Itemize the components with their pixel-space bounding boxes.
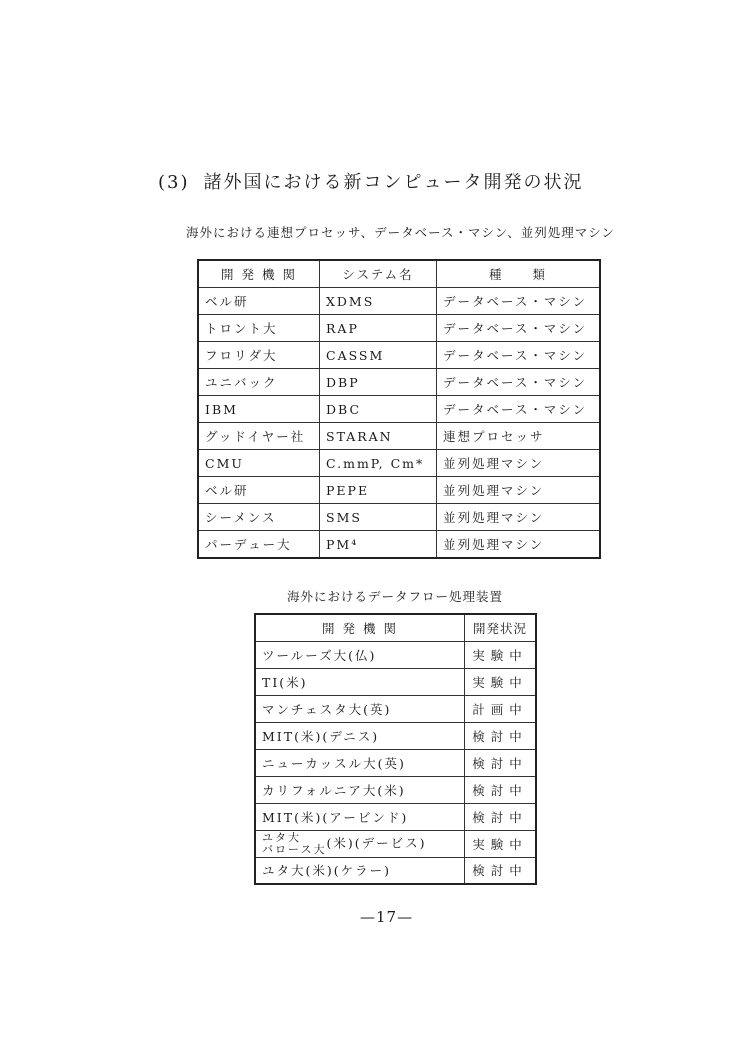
table-row (198, 396, 600, 423)
table2-caption: 海外におけるデータフロー処理装置 (287, 589, 504, 604)
table-row (198, 288, 600, 315)
table-row (255, 722, 536, 749)
table1-caption: 海外における連想プロセッサ、データベース・マシン、並列処理マシン (186, 225, 615, 240)
cell-system: C.mmP, Cm* (320, 450, 437, 477)
cell-org: カリフォルニア大(米) (255, 776, 465, 803)
cell-system: XDMS (320, 288, 437, 315)
col-header-system: システム名 (320, 260, 437, 288)
table-row (198, 423, 600, 450)
col-header-status: 開発状況 (465, 614, 537, 641)
cell-type: データベース・マシン (437, 369, 601, 396)
cell-org: トロント大 (198, 315, 320, 342)
cell-org: IBM (198, 396, 320, 423)
org-line-1: ユタ大 (262, 830, 301, 844)
cell-org: マンチェスタ大(英) (255, 695, 465, 722)
cell-type: データベース・マシン (437, 342, 601, 369)
cell-type: データベース・マシン (437, 315, 601, 342)
table-row (255, 776, 536, 803)
cell-org: ユタ大(米)(ケラー) (255, 857, 465, 884)
org-suffix: (米)(デービス) (326, 835, 427, 850)
cell-type: データベース・マシン (437, 396, 601, 423)
cell-type: 並列処理マシン (437, 504, 601, 531)
cell-type: 並列処理マシン (437, 531, 601, 559)
cell-org: ベル研 (198, 288, 320, 315)
cell-org: ニューカッスル大(英) (255, 749, 465, 776)
cell-type: データベース・マシン (437, 288, 601, 315)
cell-org (255, 830, 465, 857)
cell-org: パーデュー大 (198, 531, 320, 559)
cell-system: DBC (320, 396, 437, 423)
cell-status: 検討中 (465, 749, 537, 776)
cell-org: ユニバック (198, 369, 320, 396)
table-row (255, 749, 536, 776)
cell-org: CMU (198, 450, 320, 477)
dataflow-table (254, 613, 537, 885)
table-header-row (198, 260, 600, 288)
table-row (198, 342, 600, 369)
cell-org: シーメンス (198, 504, 320, 531)
cell-org: ベル研 (198, 477, 320, 504)
cell-system: DBP (320, 369, 437, 396)
machines-table (197, 259, 601, 559)
cell-status: 検討中 (465, 857, 537, 884)
section-number: (3) (158, 172, 190, 193)
cell-org: グッドイヤー社 (198, 423, 320, 450)
cell-type: 連想プロセッサ (437, 423, 601, 450)
col-header-org: 開 発 機 関 (198, 260, 320, 288)
table-row (198, 477, 600, 504)
cell-system: RAP (320, 315, 437, 342)
cell-status: 実験中 (465, 830, 537, 857)
col-header-org: 開 発 機 関 (255, 614, 465, 641)
table-row (198, 504, 600, 531)
table-header-row (255, 614, 536, 641)
cell-status: 実験中 (465, 641, 537, 668)
cell-status: 検討中 (465, 803, 537, 830)
table-row (198, 369, 600, 396)
cell-system: CASSM (320, 342, 437, 369)
table-row (255, 830, 536, 857)
cell-status: 検討中 (465, 722, 537, 749)
section-heading (158, 168, 584, 194)
org-line-2: バロース大 (262, 842, 327, 856)
page-number: —17— (360, 908, 414, 926)
cell-system: STARAN (320, 423, 437, 450)
table-row (198, 450, 600, 477)
table-row (255, 695, 536, 722)
table-row (255, 803, 536, 830)
cell-org: MIT(米)(デニス) (255, 722, 465, 749)
section-title: 諸外国における新コンピュータ開発の状況 (203, 172, 584, 193)
cell-org: フロリダ大 (198, 342, 320, 369)
table-row (198, 315, 600, 342)
cell-system: PEPE (320, 477, 437, 504)
table-row (255, 641, 536, 668)
cell-org: MIT(米)(アービンド) (255, 803, 465, 830)
cell-type: 並列処理マシン (437, 477, 601, 504)
cell-org: TI(米) (255, 668, 465, 695)
cell-status: 検討中 (465, 776, 537, 803)
cell-system: SMS (320, 504, 437, 531)
table-row (198, 531, 600, 559)
cell-status: 計画中 (465, 695, 537, 722)
cell-type: 並列処理マシン (437, 450, 601, 477)
org-stacked (262, 832, 326, 856)
col-header-type: 種 類 (437, 260, 601, 288)
table-row (255, 857, 536, 884)
cell-org: ツールーズ大(仏) (255, 641, 465, 668)
cell-status: 実験中 (465, 668, 537, 695)
table-row (255, 668, 536, 695)
cell-system: PM⁴ (320, 531, 437, 559)
